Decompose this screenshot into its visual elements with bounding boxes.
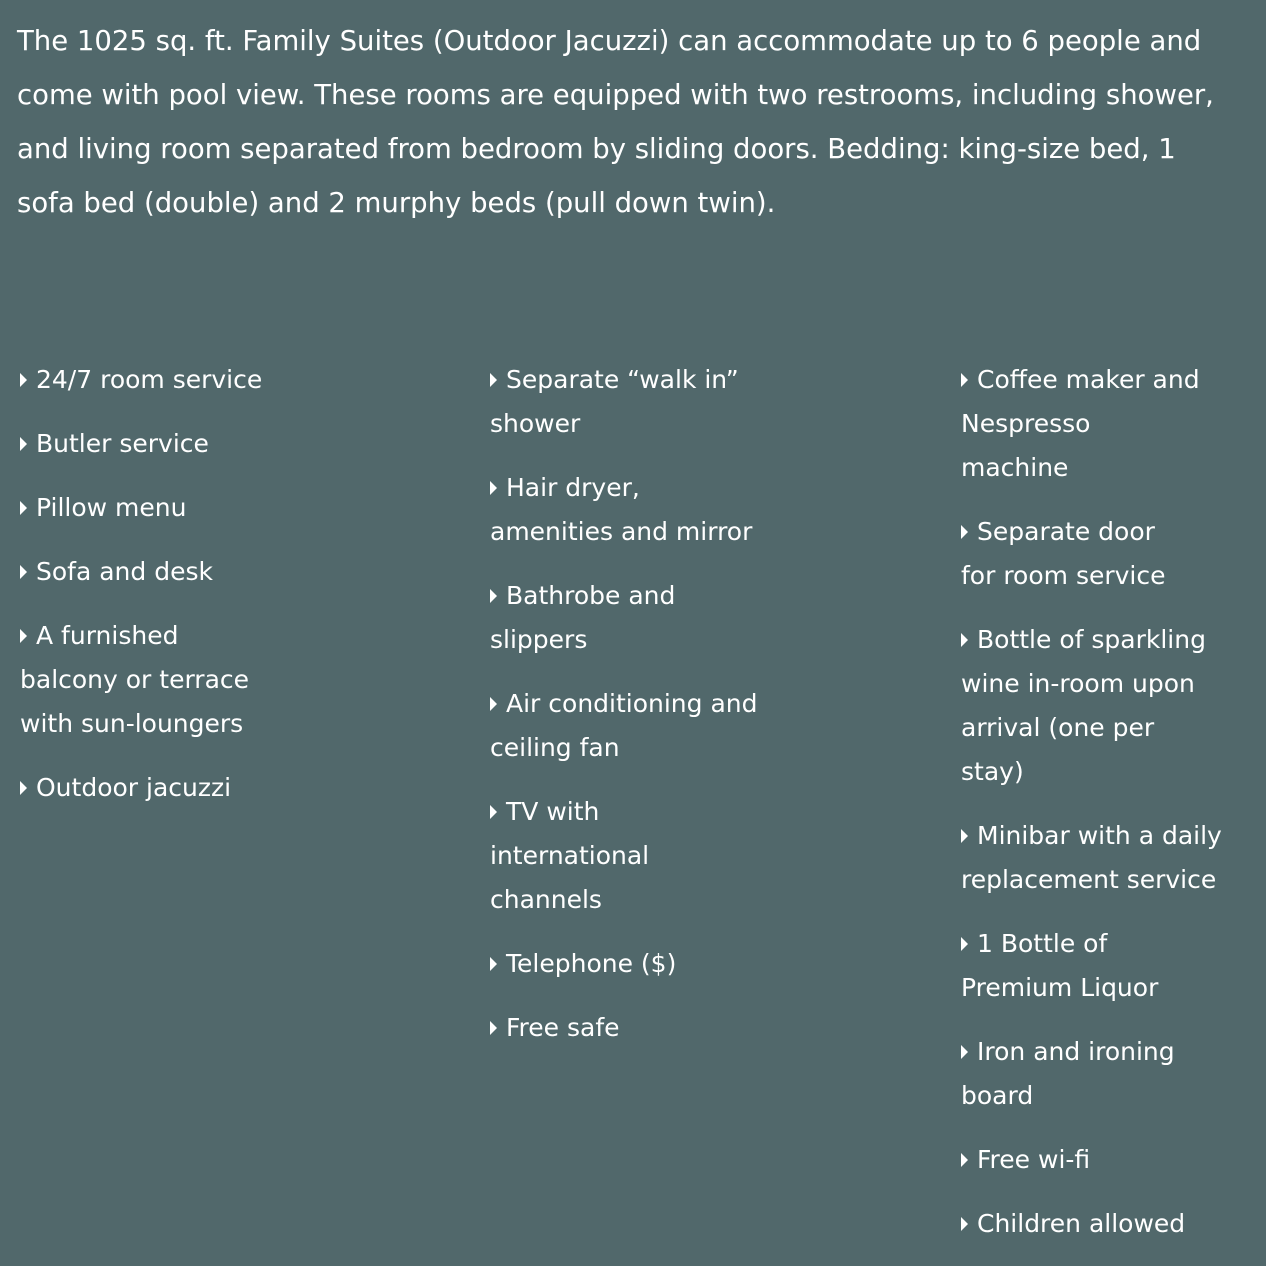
caret-right-icon: [490, 697, 497, 711]
caret-right-icon: [961, 1045, 968, 1059]
amenity-label: Air conditioning and ceiling fan: [490, 689, 758, 762]
caret-right-icon: [490, 481, 497, 495]
caret-right-icon: [961, 373, 968, 387]
amenity-item: [490, 574, 690, 662]
caret-right-icon: [20, 629, 27, 643]
amenity-label: 1 Bottle of Premium Liquor: [961, 929, 1159, 1002]
caret-right-icon: [20, 501, 27, 515]
amenity-label: 24/7 room service: [36, 365, 263, 394]
amenity-label: Minibar with a daily replacement service: [961, 821, 1222, 894]
amenity-label: Separate “walk in” shower: [490, 365, 739, 438]
amenity-label: Coffee maker and Nespresso machine: [961, 365, 1200, 482]
amenity-item: [490, 790, 760, 922]
amenity-item: [20, 422, 320, 466]
caret-right-icon: [961, 633, 968, 647]
amenity-label: Pillow menu: [36, 493, 187, 522]
amenities-column-3: [961, 358, 1261, 1266]
amenity-item: [961, 1202, 1261, 1246]
caret-right-icon: [490, 373, 497, 387]
amenity-label: Butler service: [36, 429, 209, 458]
caret-right-icon: [20, 565, 27, 579]
amenity-label: Sofa and desk: [36, 557, 213, 586]
amenity-item: [20, 486, 320, 530]
caret-right-icon: [961, 525, 968, 539]
caret-right-icon: [490, 957, 497, 971]
amenity-label: Bathrobe and slippers: [490, 581, 676, 654]
caret-right-icon: [490, 805, 497, 819]
amenity-item: [961, 922, 1226, 1010]
amenity-item: [961, 814, 1231, 902]
amenity-label: Separate door for room service: [961, 517, 1166, 590]
amenity-label: Telephone ($): [506, 949, 677, 978]
amenity-item: [490, 358, 740, 446]
amenity-label: Free safe: [506, 1013, 620, 1042]
caret-right-icon: [20, 437, 27, 451]
amenities-column-1: [20, 358, 320, 830]
amenity-item: [490, 1006, 790, 1050]
amenity-item: [490, 466, 760, 554]
amenity-label: Bottle of sparkling wine in-room upon arrival (one per stay): [961, 625, 1206, 786]
amenity-item: [961, 618, 1211, 794]
amenity-item: [20, 550, 320, 594]
suite-description: The 1025 sq. ft. Family Suites (Outdoor Jacuzzi) can accommodate up to 6 people and come with pool view. These rooms are equipped with two restrooms, including shower, and living room separated from bedroom by sliding doors. Bedding: king-size bed, 1 sofa bed (double) and 2 murphy beds (pull down twin).: [17, 25, 1214, 219]
caret-right-icon: [490, 1021, 497, 1035]
amenities-column-2: [490, 358, 790, 1070]
amenity-item: [961, 1030, 1191, 1118]
amenity-label: TV with international channels: [490, 797, 650, 914]
amenity-label: Free wi-fi: [977, 1145, 1091, 1174]
amenity-item: [20, 614, 275, 746]
amenity-item: [20, 766, 320, 810]
caret-right-icon: [20, 373, 27, 387]
amenity-label: Hair dryer, amenities and mirror: [490, 473, 753, 546]
caret-right-icon: [20, 781, 27, 795]
amenity-label: Outdoor jacuzzi: [36, 773, 232, 802]
amenity-item: [961, 510, 1196, 598]
amenity-item: [490, 682, 760, 770]
amenity-item: [961, 358, 1201, 490]
amenity-item: [490, 942, 790, 986]
caret-right-icon: [961, 937, 968, 951]
amenity-item: [961, 1138, 1261, 1182]
caret-right-icon: [961, 829, 968, 843]
amenity-label: Iron and ironing board: [961, 1037, 1175, 1110]
caret-right-icon: [490, 589, 497, 603]
amenity-label: A furnished balcony or terrace with sun-loungers: [20, 621, 250, 738]
caret-right-icon: [961, 1153, 968, 1167]
caret-right-icon: [961, 1217, 968, 1231]
amenity-item: [20, 358, 320, 402]
amenity-label: Children allowed: [977, 1209, 1186, 1238]
